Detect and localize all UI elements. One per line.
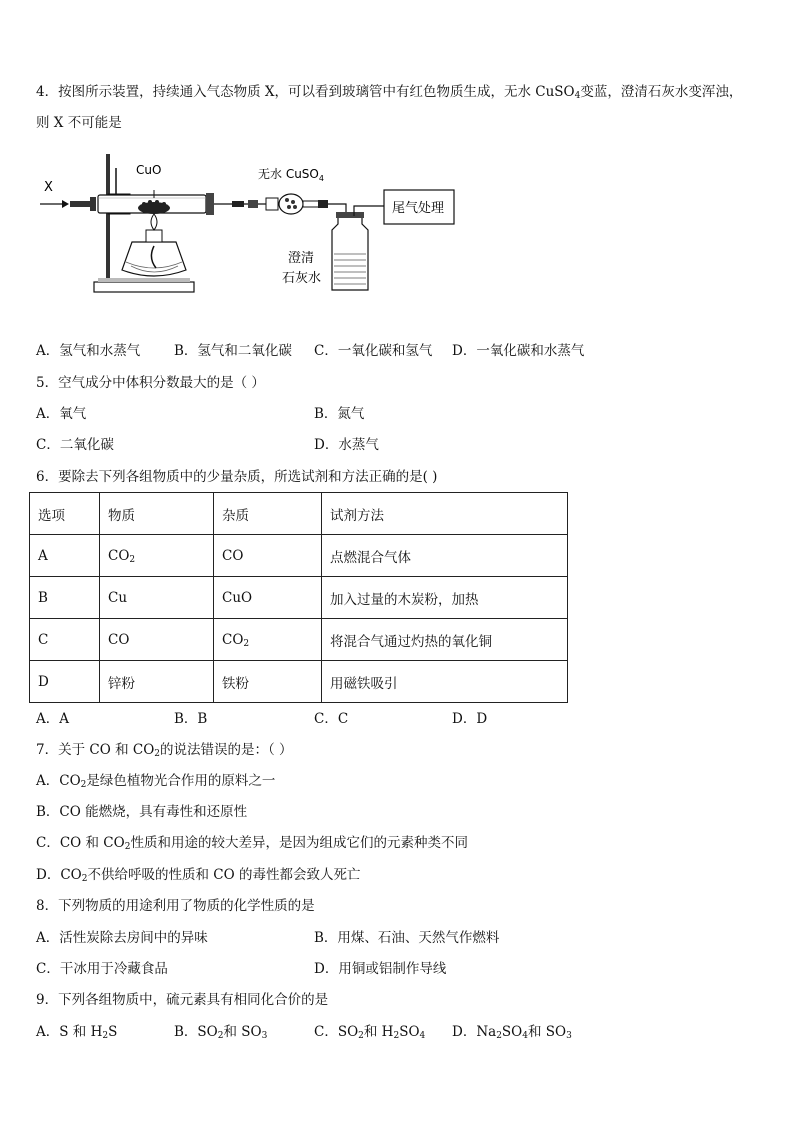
q9-stem: 9．下列各组物质中，硫元素具有相同化合价的是 bbox=[36, 992, 329, 1008]
header-method: 试剂方法 bbox=[322, 493, 568, 535]
q5-stem: 5．空气成分中体积分数最大的是（ ） bbox=[36, 375, 265, 391]
cell-substance: $CO_2$ bbox=[100, 535, 214, 577]
cuso4-bulb bbox=[279, 194, 303, 214]
q9-option-a[interactable]: A．S 和 $H_2S$ bbox=[36, 1024, 118, 1041]
cell-method: 用磁铁吸引 bbox=[322, 661, 568, 703]
cuo-label: CuO bbox=[136, 163, 162, 177]
q4-stem-line1: 4．按图所示装置，持续通入气态物质 X，可以看到玻璃管中有红色物质生成，无水 CuSO$_4$变蓝，澄清石灰水变浑浊， bbox=[36, 84, 743, 101]
cell-impurity: CO bbox=[214, 535, 322, 577]
apparatus-figure bbox=[36, 150, 476, 300]
q4-option-a[interactable]: A．氢气和水蒸气 bbox=[36, 343, 141, 359]
q4-stem-line2: 则 X 不可能是 bbox=[36, 115, 122, 131]
cell-option: B bbox=[30, 577, 100, 619]
q6-stem: 6．要除去下列各组物质中的少量杂质，所选试剂和方法正确的是( ) bbox=[36, 469, 438, 485]
x-label: X bbox=[44, 180, 53, 195]
limewater-label-1: 澄清 bbox=[288, 251, 315, 266]
cell-substance: 锌粉 bbox=[100, 661, 214, 703]
q6-option-a[interactable]: A．A bbox=[36, 711, 69, 727]
q9-option-c[interactable]: C．$SO_2$和 $H_2SO_4$ bbox=[314, 1024, 426, 1041]
q9-option-b[interactable]: B．$SO_2$和 $SO_3$ bbox=[174, 1024, 268, 1041]
q4-option-b[interactable]: B．氢气和二氧化碳 bbox=[174, 343, 292, 359]
q7-option-d[interactable]: D．$CO_2$不供给呼吸的性质和 CO 的毒性都会致人死亡 bbox=[36, 867, 361, 884]
q8-stem: 8．下列物质的用途利用了物质的化学性质的是 bbox=[36, 898, 315, 914]
stand-base bbox=[94, 282, 194, 292]
table-row bbox=[30, 619, 568, 661]
q7-option-b[interactable]: B．CO 能燃烧，具有毒性和还原性 bbox=[36, 804, 248, 820]
tail-gas-label: 尾气处理 bbox=[392, 201, 445, 216]
q8-option-b[interactable]: B．用煤、石油、天然气作燃料 bbox=[314, 930, 500, 946]
cell-option: A bbox=[30, 535, 100, 577]
stand-rod bbox=[106, 154, 110, 282]
cell-method: 加入过量的木炭粉，加热 bbox=[322, 577, 568, 619]
limewater-bottle bbox=[332, 216, 368, 290]
cell-option: D bbox=[30, 661, 100, 703]
cell-method: 点燃混合气体 bbox=[322, 535, 568, 577]
cell-option: C bbox=[30, 619, 100, 661]
q4-option-c[interactable]: C．一氧化碳和氢气 bbox=[314, 343, 433, 359]
q7-option-a[interactable]: A．$CO_2$是绿色植物光合作用的原料之一 bbox=[36, 773, 276, 790]
q5-option-b[interactable]: B．氮气 bbox=[314, 406, 365, 422]
q6-option-d[interactable]: D．D bbox=[452, 711, 488, 727]
cuso4-label: 无水 CuSO$_4$ bbox=[258, 167, 324, 183]
q5-option-c[interactable]: C．二氧化碳 bbox=[36, 437, 114, 453]
q8-option-c[interactable]: C．干冰用于冷藏食品 bbox=[36, 961, 168, 977]
q6-option-b[interactable]: B．B bbox=[174, 711, 208, 727]
q5-option-d[interactable]: D．水蒸气 bbox=[314, 437, 379, 453]
q8-option-a[interactable]: A．活性炭除去房间中的异味 bbox=[36, 930, 208, 946]
table-header-row bbox=[30, 493, 568, 535]
q8-option-d[interactable]: D．用铜或铝制作导线 bbox=[314, 961, 447, 977]
limewater-label-2: 石灰水 bbox=[282, 271, 322, 286]
q7-option-c[interactable]: C．CO 和 $CO_2$性质和用途的较大差异，是因为组成它们的元素种类不同 bbox=[36, 835, 468, 852]
cell-substance: Cu bbox=[100, 577, 214, 619]
header-substance: 物质 bbox=[100, 493, 214, 535]
header-option: 选项 bbox=[30, 493, 100, 535]
q4-option-d[interactable]: D．一氧化碳和水蒸气 bbox=[452, 343, 585, 359]
cell-impurity: 铁粉 bbox=[214, 661, 322, 703]
cell-substance: CO bbox=[100, 619, 214, 661]
cell-method: 将混合气通过灼热的氧化铜 bbox=[322, 619, 568, 661]
table-row bbox=[30, 535, 568, 577]
q6-table bbox=[29, 492, 568, 703]
q5-option-a[interactable]: A．氧气 bbox=[36, 406, 87, 422]
q6-option-c[interactable]: C．C bbox=[314, 711, 349, 727]
q9-option-d[interactable]: D．$Na_2SO_4$和 $SO_3$ bbox=[452, 1024, 572, 1041]
header-impurity: 杂质 bbox=[214, 493, 322, 535]
cell-impurity: CuO bbox=[214, 577, 322, 619]
cell-impurity: $CO_2$ bbox=[214, 619, 322, 661]
table-row bbox=[30, 661, 568, 703]
table-row bbox=[30, 577, 568, 619]
q7-stem: 7．关于 CO 和 $CO_2$的说法错误的是：（ ） bbox=[36, 742, 293, 759]
